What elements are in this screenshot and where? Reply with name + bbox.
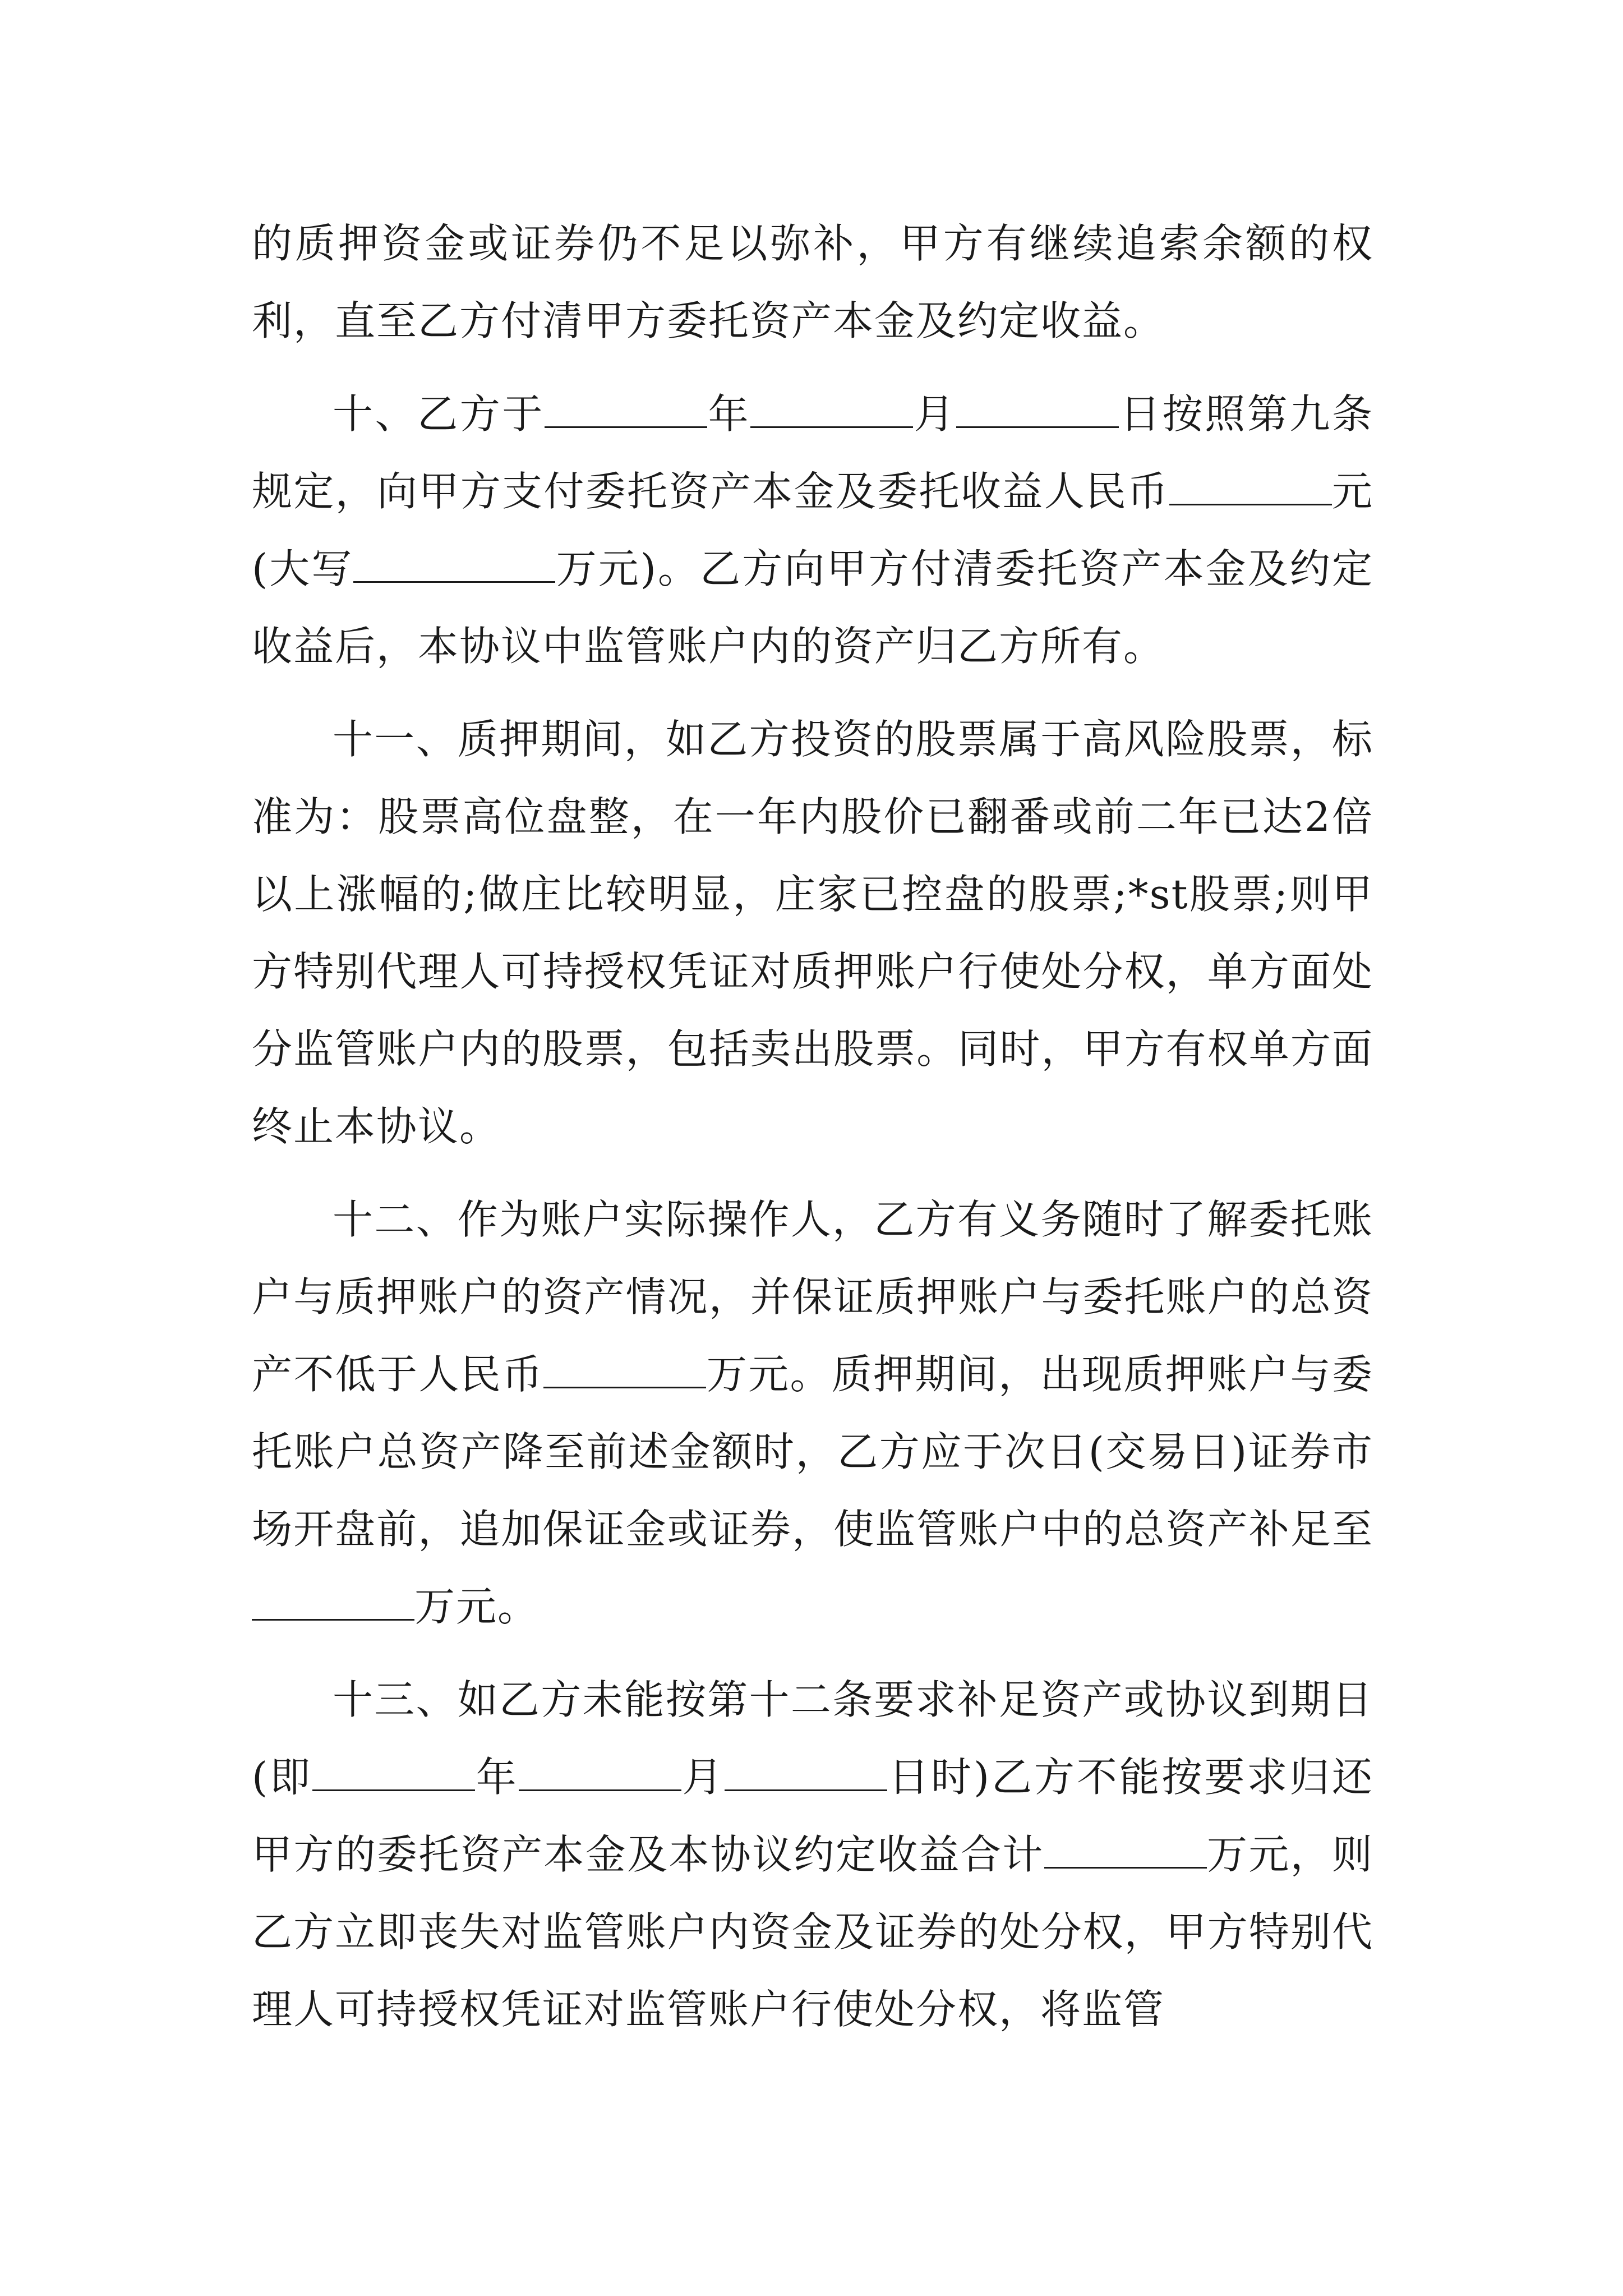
text-segment: 年: [474, 1754, 519, 1801]
paragraph-article-eleven: 十一、质押期间，如乙方投资的股票属于高风险股票，标准为：股票高位盘整，在一年内股价已翻番或前二年已达2倍以上涨幅的;做庄比较明显，庄家已控盘的股票;*st股票;则甲方特别代理人可持授权凭证对质押账户行使处分权，单方面处分监管账户内的股票，包括卖出股票。同时，甲方有权单方面终止本协议。: [252, 716, 1373, 1150]
blank-topup-amount: [252, 1579, 414, 1621]
text-segment: 十、乙方于: [333, 390, 545, 438]
text-segment: 万元。质押期间，出现质押账户与委托账户总资产降至前述金额时，乙方应于次日(交易日)证券市场开盘前，追加保证金或证券，使监管账户中的总资产补足至: [252, 1351, 1373, 1553]
text-segment: 十二、作为账户实际操作人，乙方有义务随时了解委托账户与质押账户的资产情况，并保证质押账户与委托账户的总资产不低于人民币: [252, 1196, 1373, 1398]
blank-amount: [1169, 463, 1332, 505]
blank-day: [956, 386, 1119, 428]
text-segment: 万元)。乙方向甲方付清委托资产本金及约定收益后，本协议中监管账户内的资产归乙方所有。: [252, 545, 1374, 670]
blank-year: [312, 1749, 475, 1791]
text-segment: 万元，则乙方立即丧失对监管账户内资金及证券的处分权，甲方特别代理人可持授权凭证对监管账户行使处分权，将监管: [252, 1831, 1373, 2033]
blank-minimum-assets: [543, 1346, 706, 1388]
paragraph-article-thirteen: [252, 1661, 1373, 2048]
blank-month: [519, 1749, 681, 1791]
document-body: [252, 205, 1373, 2064]
blank-year: [545, 386, 707, 428]
text-segment: 元(大写: [252, 468, 1373, 592]
text-segment: 十三、如乙方未能按第十二条要求补足资产或协议到期日(即: [252, 1676, 1373, 1801]
paragraph-continuation: 的质押资金或证券仍不足以弥补，甲方有继续追索余额的权利，直至乙方付清甲方委托资产本金及约定收益。: [252, 220, 1373, 344]
text-segment: 年: [707, 390, 751, 438]
text-segment: 日时)乙方不能按要求归还甲方的委托资产本金及本协议约定收益合计: [252, 1754, 1373, 1878]
blank-day: [725, 1749, 887, 1791]
blank-total-amount: [1044, 1826, 1207, 1869]
blank-month: [750, 386, 913, 428]
text-segment: 月: [913, 390, 957, 438]
blank-amount-capital: [353, 541, 555, 583]
text-segment: 月: [681, 1754, 725, 1801]
text-segment: 日按照第九条规定，向甲方支付委托资产本金及委托收益人民币: [252, 390, 1373, 515]
paragraph-article-twelve: [252, 1181, 1373, 1645]
text-segment: 万元。: [414, 1583, 540, 1630]
paragraph-article-ten: [252, 375, 1373, 685]
